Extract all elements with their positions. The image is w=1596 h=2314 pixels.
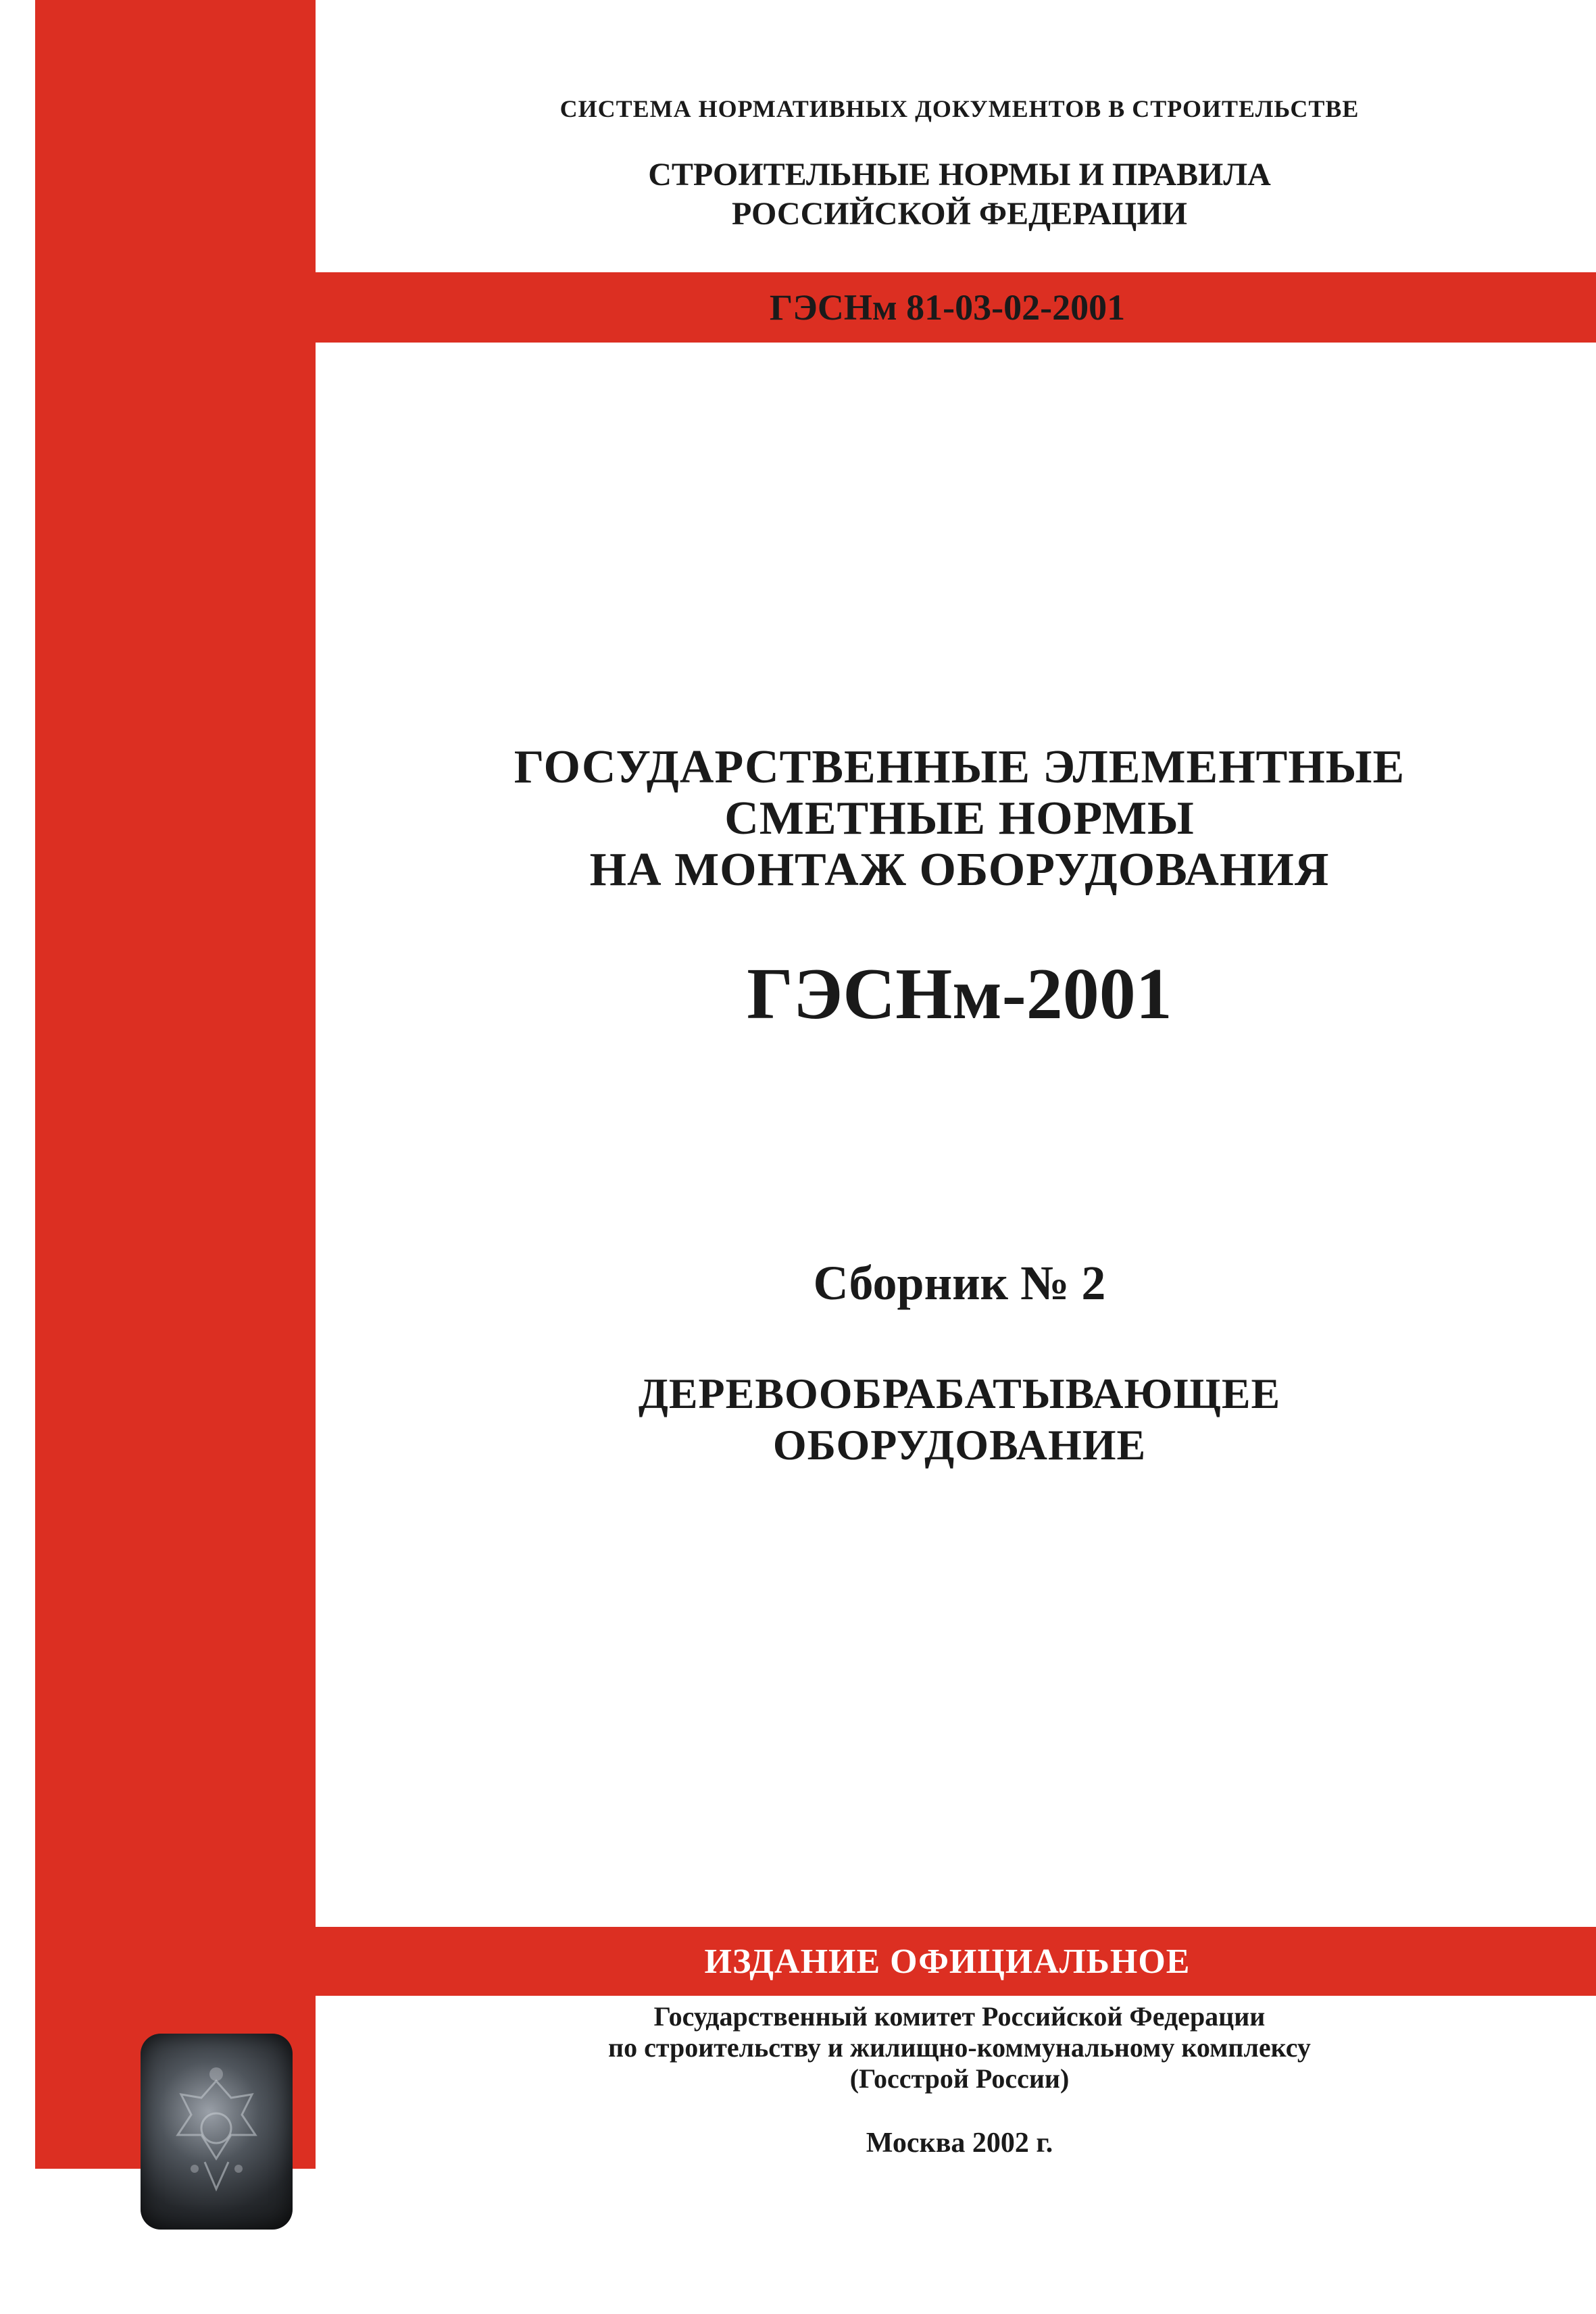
header-norms-line2: РОССИЙСКОЙ ФЕДЕРАЦИИ [731, 196, 1188, 232]
official-edition-band [35, 1927, 1596, 1996]
document-code: ГЭСНм 81-03-02-2001 [769, 287, 1126, 328]
collection-subject [324, 1368, 1595, 1471]
main-title-line1: ГОСУДАРСТВЕННЫЕ ЭЛЕМЕНТНЫЕ [514, 741, 1405, 793]
hologram-seal-icon [141, 2034, 293, 2230]
publisher-line1: Государственный комитет Российской Федерации [653, 2001, 1266, 2032]
collection-number: Сборник № 2 [813, 1256, 1106, 1310]
publisher-line3: (Госстрой России) [849, 2063, 1070, 2094]
code-band [35, 272, 1596, 343]
collection-subject-line1: ДЕРЕВООБРАБАТЫВАЮЩЕЕ [638, 1369, 1281, 1417]
short-title: ГЭСНм-2001 [747, 954, 1172, 1034]
publisher-line2: по строительству и жилищно-коммунальному комплексу [608, 2032, 1311, 2063]
header-norms-line1: СТРОИТЕЛЬНЫЕ НОРМЫ И ПРАВИЛА [648, 157, 1271, 193]
publisher-block [324, 2001, 1595, 2094]
official-edition-label: ИЗДАНИЕ ОФИЦИАЛЬНОЕ [704, 1942, 1191, 1981]
main-title-line3: НА МОНТАЖ ОБОРУДОВАНИЯ [589, 844, 1330, 896]
collection-subject-line2: ОБОРУДОВАНИЕ [772, 1421, 1147, 1469]
main-title [324, 742, 1595, 896]
place-year: Москва 2002 г. [866, 2128, 1053, 2159]
main-title-line2: СМЕТНЫЕ НОРМЫ [724, 793, 1195, 845]
header-system-line: СИСТЕМА НОРМАТИВНЫХ ДОКУМЕНТОВ В СТРОИТЕЛЬСТВЕ [559, 95, 1360, 122]
header-norms-block [324, 155, 1595, 234]
